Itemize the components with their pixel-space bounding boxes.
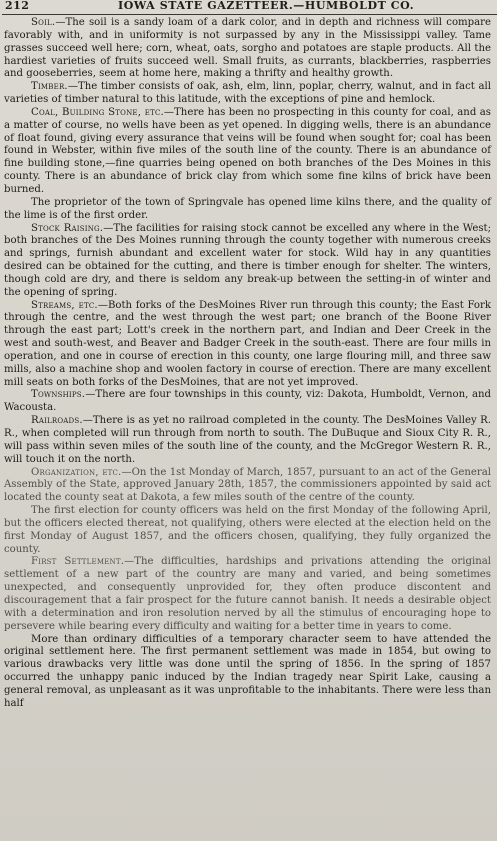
section-heading: Railroads. <box>31 415 83 427</box>
paragraph-railroads <box>4 415 491 466</box>
paragraph-lime <box>4 197 491 223</box>
page-number: 212 <box>5 0 30 12</box>
paragraph-text: —The difficulties, hardships and privations attending the original settlement of a new part of the country are many and varied, and being sometimes unexpected, and consequently unprovided for, they often produce discontent and discouragement that a fair prospect for the future cannot banish. It needs a desirable object with a determination and iron resolution nerved by all the stimulus of encouraging hope to persevere while bearing every difficulty and waiting for a better time in years to come. <box>4 556 491 632</box>
paragraph-text: —The soil is a sandy loam of a dark color, and in depth and richness will compare favorably with, and in uniformity is not surpassed by any in the Mississippi valley. Tame grasses succeed well here; corn, wheat, oats, sorgho and potatoes are staple products. All the hardiest varieties of fruits succeed well. Small fruits, as currants, blackberries, raspberries and gooseberries, seem at home here, making a thrifty and healthy growth. <box>4 17 491 80</box>
section-heading: Townships. <box>31 389 86 401</box>
section-heading: Stock Raising. <box>31 222 104 234</box>
section-heading: Coal, Building Stone, etc. <box>31 106 164 118</box>
section-heading: Soil. <box>31 17 56 28</box>
paragraph-first-election <box>4 505 491 556</box>
paragraph-timber <box>4 81 491 107</box>
paragraph-text: The proprietor of the town of Springvale has opened lime kilns there, and the quality of the lime is of the first order. <box>4 196 491 221</box>
header-rule <box>2 14 497 15</box>
paragraph-townships <box>4 389 491 415</box>
section-heading: Organization, etc. <box>31 466 122 478</box>
paragraph-coal <box>4 107 491 197</box>
body-text <box>4 17 491 711</box>
running-head: IOWA STATE GAZETTEER.—HUMBOLDT CO. <box>118 0 415 12</box>
paragraph-streams <box>4 300 491 390</box>
paragraph-text: —The facilities for raising stock cannot be excelled any where in the West; both branches of the Des Moines running through the county together with numerous creeks and springs, furnish abundant and excellent water for stock. Wild hay in any quantities desired can be obtained for the cutting, and there is timber enough for shelter. The winters, though cold are dry, and there is seldom any break-up between the setting-in of winter and the opening of spring. <box>4 222 492 298</box>
paragraph-text: —Both forks of the DesMoines River run through this county; the East Fork through the centre, and the west through the west part; one branch of the Boone River through the east part; Lott's creek in the northern part, and Indian and Deer Creek in the west and south-west, and Beaver and Badger Creek in the south-east. There are four mills in operation, and one in course of erection in this county, one large flouring mill, and three saw mills, also a machine shop and woolen factory in course of erection. There are many excellent mill seats on both forks of the DesMoines, that are not yet improved. <box>4 299 491 388</box>
paragraph-text: —On the 1st Monday of March, 1857, pursuant to an act of the General Assembly of the State, approved January 28th, 1857, the commissioners appointed by said act located the county seat at Dakota, a few miles south of the centre of the county. <box>4 466 491 504</box>
paragraph-text: —There is as yet no railroad completed in the county. The DesMoines Valley R. R., when completed will run through from north to south. The DuBuque and Sioux City R. R., will pass within seven miles of the south line of the county, and the McGregor Western R. R., will touch it on the north. <box>4 415 491 465</box>
paragraph-text: —There are four townships in this county, viz: Dakota, Humboldt, Vernon, and Wacousta. <box>4 389 491 414</box>
section-heading: Timber. <box>31 81 68 93</box>
paragraph-text: —The timber consists of oak, ash, elm, linn, poplar, cherry, walnut, and in fact all varieties of timber natural to this latitude, with the exceptions of pine and hemlock. <box>4 81 491 106</box>
paragraph-soil <box>4 17 491 81</box>
page-header <box>0 0 497 14</box>
paragraph-text: More than ordinary difficulties of a temporary character seem to have attended the original settlement here. The first permanent settlement was made in 1854, but owing to various drawbacks very little was done until the spring of 1856. In the spring of 1857 occurred the unhappy panic induced by the Indian tragedy near Spirit Lake, causing a general removal, as unpleasant as it was unprofitable to the inhabitants. There were less than half <box>4 633 491 709</box>
section-heading: Streams, etc. <box>31 299 98 311</box>
paragraph-organization <box>4 467 491 506</box>
paragraph-text: The first election for county officers was held on the first Monday of the following April, but the officers elected thereat, not qualifying, others were elected at the election held on the first Monday of August 1857, and the officers chosen, qualifying, they fully organized the county. <box>4 505 491 555</box>
paragraph-first-settlement <box>4 556 491 633</box>
paragraph-settlement-history <box>4 634 491 711</box>
section-heading: First Settlement. <box>31 556 125 568</box>
paragraph-stock-raising <box>4 223 491 300</box>
paragraph-text: —There has been no prospecting in this county for coal, and as a matter of course, no wells have been as yet opened. In digging wells, there is an abundance of float found, giving every assurance that veins will be found when sought for; coal has been found in Webster, within five miles of the south line of the county. There is an abundance of fine building stone,—fine quarries being opened on both branches of the Des Moines in this county. There is an abundance of brick clay from which some fine kilns of brick have been burned. <box>4 106 491 195</box>
